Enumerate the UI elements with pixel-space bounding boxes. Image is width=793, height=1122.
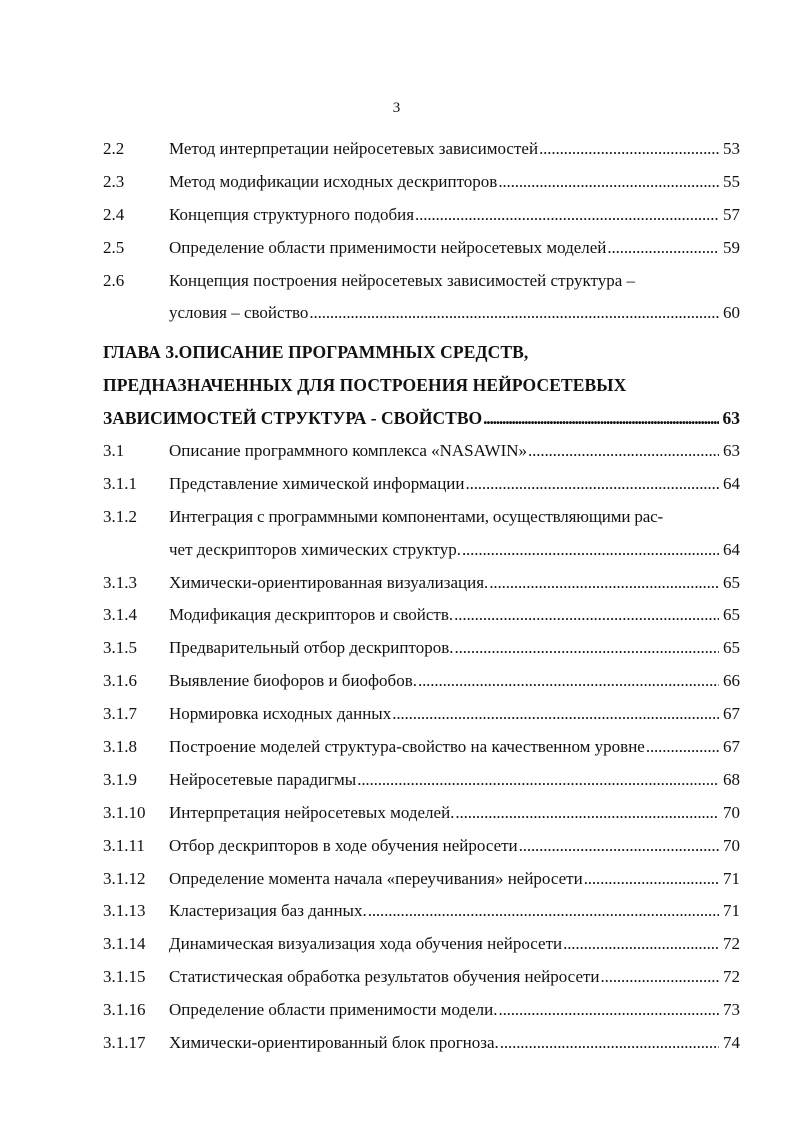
toc-entry[interactable] bbox=[103, 899, 740, 932]
dot-leader bbox=[466, 472, 720, 496]
toc-entry-page: 60 bbox=[723, 303, 740, 323]
dot-leader bbox=[539, 137, 719, 161]
toc-entry[interactable] bbox=[103, 269, 740, 302]
toc-entry-title: Статистическая обработка результатов обучения нейросети bbox=[169, 967, 600, 987]
dot-leader bbox=[368, 899, 719, 923]
toc-entry-page: 57 bbox=[723, 204, 740, 224]
toc-entry-title: Динамическая визуализация хода обучения нейросети bbox=[169, 934, 563, 954]
toc-entry-title-line1: Интеграция с программными компонентами, осуществляющими рас- bbox=[169, 506, 664, 526]
toc-entry-number: 2.4 bbox=[103, 204, 125, 224]
toc-entry-title: Определение момента начала «переучивания» нейросети bbox=[169, 868, 583, 888]
toc-entry[interactable] bbox=[103, 801, 740, 834]
toc-entry-title: Концепция структурного подобия bbox=[169, 204, 415, 224]
toc-entry[interactable] bbox=[103, 735, 740, 768]
dot-leader bbox=[392, 702, 719, 726]
dot-leader bbox=[454, 603, 719, 627]
toc-entry[interactable] bbox=[103, 203, 740, 236]
toc-entry[interactable] bbox=[103, 702, 740, 735]
toc-entry-number: 3.1.8 bbox=[103, 737, 137, 757]
toc-entry-number: 3.1.4 bbox=[103, 605, 137, 625]
toc-entry-page: 68 bbox=[723, 769, 740, 789]
toc-entry-number: 3.1.13 bbox=[103, 901, 146, 921]
toc-entry-number: 2.3 bbox=[103, 171, 125, 191]
toc-entry-title: Построение моделей структура-свойство на качественном уровне bbox=[169, 737, 645, 757]
toc-entry-title: Нормировка исходных данных bbox=[169, 704, 392, 724]
toc-entry-page: 74 bbox=[723, 1033, 740, 1053]
dot-leader bbox=[454, 636, 719, 660]
toc-entry-page: 63 bbox=[723, 441, 740, 461]
dot-leader bbox=[646, 735, 719, 759]
toc-entry-title: Предварительный отбор дескрипторов. bbox=[169, 638, 454, 658]
dot-leader bbox=[528, 439, 719, 463]
toc-entry-number: 3.1.17 bbox=[103, 1033, 146, 1053]
toc-entry[interactable] bbox=[103, 768, 740, 801]
toc-entry-title: Метод модификации исходных дескрипторов bbox=[169, 171, 498, 191]
toc-entry-title: Отбор дескрипторов в ходе обучения нейросети bbox=[169, 835, 518, 855]
chapter-heading-title: ЗАВИСИМОСТЕЙ СТРУКТУРА - СВОЙСТВО bbox=[103, 408, 483, 429]
toc-entry-page: 71 bbox=[723, 868, 740, 888]
dot-leader bbox=[462, 538, 719, 562]
dot-leader bbox=[498, 170, 719, 194]
toc-entry-page: 64 bbox=[723, 473, 740, 493]
toc-entry-title: Интерпретация нейросетевых моделей. bbox=[169, 802, 455, 822]
toc-entry-continuation[interactable] bbox=[103, 538, 740, 571]
toc-entry-number: 3.1.11 bbox=[103, 835, 145, 855]
toc-entry-page: 72 bbox=[723, 967, 740, 987]
toc-entry-number: 2.5 bbox=[103, 237, 125, 257]
toc-entry-number: 3.1.14 bbox=[103, 934, 146, 954]
toc-entry-number: 2.6 bbox=[103, 270, 125, 290]
toc-entry-number: 3.1.10 bbox=[103, 802, 146, 822]
dot-leader bbox=[607, 236, 719, 260]
toc-entry-title: Представление химической информации bbox=[169, 473, 465, 493]
toc-entry[interactable] bbox=[103, 236, 740, 269]
dot-leader bbox=[584, 867, 719, 891]
toc-entry-number: 3.1.2 bbox=[103, 506, 137, 526]
toc-entry-number: 3.1.16 bbox=[103, 1000, 146, 1020]
toc-entry-title-line1: Концепция построения нейросетевых зависимостей структура – bbox=[169, 270, 636, 290]
chapter-heading-line2[interactable]: ПРЕДНАЗНАЧЕННЫХ ДЛЯ ПОСТРОЕНИЯ НЕЙРОСЕТЕВЫХ bbox=[103, 375, 627, 396]
toc-entry[interactable] bbox=[103, 472, 740, 505]
dot-leader bbox=[418, 669, 719, 693]
chapter-heading-line1[interactable]: ГЛАВА 3.ОПИСАНИЕ ПРОГРАММНЫХ СРЕДСТВ, bbox=[103, 342, 529, 363]
toc-entry-number: 3.1.5 bbox=[103, 638, 137, 658]
toc-entry-page: 65 bbox=[723, 638, 740, 658]
toc-entry-number: 2.2 bbox=[103, 139, 125, 158]
toc-entry-page: 55 bbox=[723, 171, 740, 191]
toc-entry-page: 59 bbox=[723, 237, 740, 257]
toc-entry-page: 65 bbox=[723, 605, 740, 625]
toc-entry-title-line2: условия – свойство bbox=[169, 303, 309, 323]
dot-leader bbox=[483, 406, 719, 430]
toc-entry-title: Химически-ориентированный блок прогноза. bbox=[169, 1033, 499, 1053]
toc-entry-page: 70 bbox=[723, 802, 740, 822]
toc-entry-page: 73 bbox=[723, 1000, 740, 1020]
toc-entry-title: Нейросетевые парадигмы bbox=[169, 769, 357, 789]
toc-entry[interactable] bbox=[103, 636, 740, 669]
page-number: 3 bbox=[392, 100, 401, 116]
toc-entry-title: Метод интерпретации нейросетевых зависимостей bbox=[169, 139, 539, 158]
toc-entry-page: 67 bbox=[723, 737, 740, 757]
toc-entry[interactable] bbox=[103, 998, 740, 1031]
toc-entry-page: 64 bbox=[723, 539, 740, 559]
dot-leader bbox=[519, 834, 719, 858]
toc-entry-number: 3.1.12 bbox=[103, 868, 146, 888]
toc-entry-number: 3.1.9 bbox=[103, 769, 137, 789]
toc-entry-continuation[interactable] bbox=[103, 301, 740, 334]
dot-leader bbox=[601, 965, 719, 989]
toc-entry-title: Выявление биофоров и биофобов. bbox=[169, 671, 417, 691]
toc-entry[interactable] bbox=[103, 571, 740, 604]
toc-entry-title: Модификация дескрипторов и свойств. bbox=[169, 605, 454, 625]
toc-entry[interactable] bbox=[103, 439, 740, 472]
toc-entry[interactable] bbox=[103, 867, 740, 900]
toc-entry-title: Кластеризация баз данных. bbox=[169, 901, 367, 921]
toc-entry-title: Описание программного комплекса «NASAWIN» bbox=[169, 441, 528, 461]
toc-entry-page: 72 bbox=[723, 934, 740, 954]
toc-entry-number: 3.1.6 bbox=[103, 671, 137, 691]
toc-entry[interactable] bbox=[103, 1031, 740, 1064]
dot-leader bbox=[357, 768, 719, 792]
chapter-page: 63 bbox=[722, 408, 740, 429]
dot-leader bbox=[309, 301, 719, 325]
toc-entry-page: 53 bbox=[723, 139, 740, 158]
dot-leader bbox=[563, 932, 719, 956]
dot-leader bbox=[455, 801, 719, 825]
toc-entry[interactable] bbox=[103, 669, 740, 702]
toc-entry[interactable] bbox=[103, 965, 740, 998]
toc-entry-title: Химически-ориентированная визуализация. bbox=[169, 572, 489, 592]
toc-entry[interactable] bbox=[103, 932, 740, 965]
toc-entry-page: 70 bbox=[723, 835, 740, 855]
toc-entry-title: Определение области применимости нейросетевых моделей bbox=[169, 237, 607, 257]
dot-leader bbox=[489, 571, 719, 595]
toc-entry-number: 3.1 bbox=[103, 441, 125, 461]
chapter-heading-line3[interactable] bbox=[103, 406, 740, 439]
toc-entry-page: 66 bbox=[723, 671, 740, 691]
toc-entry-number: 3.1.7 bbox=[103, 704, 137, 724]
toc-entry[interactable] bbox=[103, 603, 740, 636]
toc-entry-page: 67 bbox=[723, 704, 740, 724]
toc-entry-number: 3.1.1 bbox=[103, 473, 137, 493]
toc-entry-title: Определение области применимости модели. bbox=[169, 1000, 498, 1020]
toc-entry[interactable] bbox=[103, 137, 740, 170]
toc-entry-number: 3.1.15 bbox=[103, 967, 146, 987]
dot-leader bbox=[500, 1031, 719, 1055]
toc-entry[interactable] bbox=[103, 170, 740, 203]
toc-entry[interactable] bbox=[103, 505, 740, 538]
dot-leader bbox=[415, 203, 719, 227]
table-of-contents bbox=[103, 137, 740, 1064]
toc-entry-title-line2: чет дескрипторов химических структур. bbox=[169, 539, 461, 559]
toc-entry-number: 3.1.3 bbox=[103, 572, 137, 592]
toc-entry-page: 71 bbox=[723, 901, 740, 921]
toc-entry-page: 65 bbox=[723, 572, 740, 592]
toc-entry[interactable] bbox=[103, 834, 740, 867]
dot-leader bbox=[498, 998, 719, 1022]
